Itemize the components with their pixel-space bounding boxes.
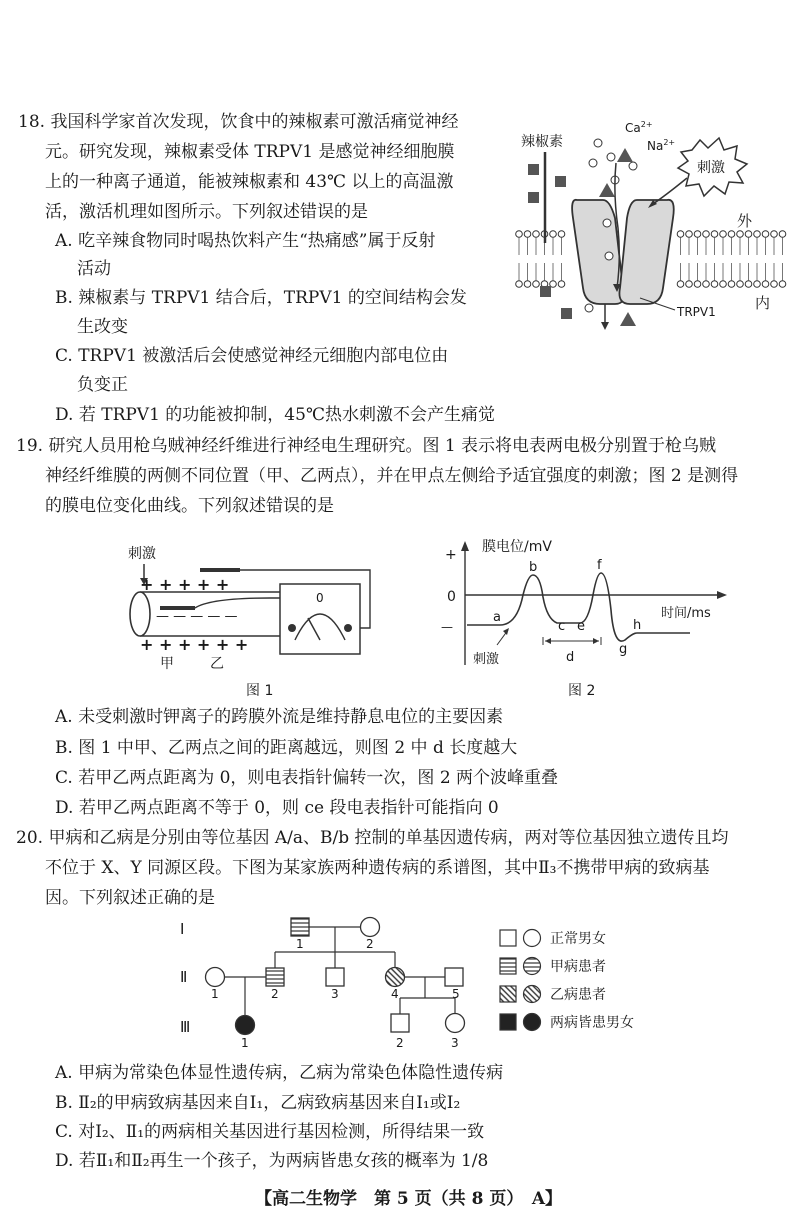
q18-option-b: B. 辣椒素与 TRPV1 结合后，TRPV1 的空间结构会发: [55, 288, 467, 308]
pedigree-chart: [170, 910, 680, 1050]
q20-line-1: 20. 甲病和乙病是分别由等位基因 A/a、B/b 控制的单基因遗传病，两对等位基因独立遗传且均: [16, 828, 729, 848]
q19-line-3: 的膜电位变化曲线。下列叙述错误的是: [45, 496, 334, 516]
x-axis-label: 时间/ms: [661, 606, 711, 621]
phospholipid-head: [711, 281, 718, 288]
phospholipid-head: [533, 281, 540, 288]
legend-disease-a-label: 甲病患者: [550, 959, 606, 975]
III-2-male-normal: [391, 1014, 409, 1032]
II-1-female-normal: [206, 968, 225, 987]
phospholipid-head: [779, 231, 786, 238]
II-3-male-normal: [326, 968, 344, 986]
phospholipid-head: [516, 281, 523, 288]
phospholipid-head: [550, 231, 557, 238]
legend-both-label: 两病皆患男女: [550, 1015, 634, 1031]
point-a: a: [493, 610, 501, 625]
legend-normal-male: [500, 930, 516, 946]
II-5-number: 5: [452, 987, 460, 1001]
point-b: b: [529, 560, 538, 575]
figure-2: [425, 535, 755, 700]
label-jia: 甲: [160, 656, 174, 672]
q18-option-c: C. TRPV1 被激活后会使感觉神经元细胞内部电位由: [55, 346, 449, 366]
phospholipid-head: [728, 231, 735, 238]
phospholipid-head: [737, 281, 744, 288]
legend-both-female: [524, 1014, 541, 1031]
arrowhead: [593, 638, 599, 644]
stimulus-label: 刺激: [697, 160, 725, 176]
outside-label: 外: [737, 212, 753, 230]
I-2-number: 2: [366, 937, 374, 951]
fig2-stimulus-label: 刺激: [473, 652, 500, 667]
q18-option-c-cont: 负变正: [77, 375, 128, 395]
phospholipid-head: [711, 231, 718, 238]
phospholipid-head: [771, 231, 778, 238]
phospholipid-head: [533, 231, 540, 238]
fig1-plus-top: + + + + +: [140, 575, 230, 594]
phospholipid-head: [677, 281, 684, 288]
q19-option-a: A. 未受刺激时钾离子的跨膜外流是维持静息电位的主要因素: [55, 707, 504, 727]
d-label: d: [566, 650, 575, 665]
ca-ion: [607, 153, 615, 161]
page-footer: 【高二生物学 第 5 页（共 8 页） A】: [255, 1189, 563, 1209]
nerve-fiber-end: [130, 592, 150, 636]
phospholipid-head: [686, 231, 693, 238]
II-2-male-disease-a: [266, 968, 284, 986]
ca-ion: [603, 219, 611, 227]
legend-disease-a-male: [500, 958, 516, 974]
phospholipid-head: [754, 281, 761, 288]
q20-option-c: C. 对Ⅰ₂、Ⅱ₁的两病相关基因进行基因检测，所得结果一致: [55, 1122, 485, 1142]
arrowhead: [461, 541, 469, 551]
q18-line-4: 活，激活机理如图所示。下列叙述错误的是: [45, 202, 368, 222]
q19-line-2: 神经纤维膜的两侧不同位置（甲、乙两点），并在甲点左侧给予适宜强度的刺激；图 2 是测得: [45, 466, 739, 486]
III-1-number: 1: [241, 1036, 249, 1050]
y-axis-label: 膜电位/mV: [482, 539, 552, 555]
legend-normal-label: 正常男女: [550, 931, 606, 947]
q18-option-a-cont: 活动: [77, 259, 111, 279]
I-1-male-disease-a: [291, 918, 309, 936]
q18-option-d: D. 若 TRPV1 的功能被抑制，45℃热水刺激不会产生痛觉: [55, 405, 495, 425]
phospholipid-head: [703, 281, 710, 288]
II-4-female-disease-b: [386, 968, 405, 987]
capsaicin-label: 辣椒素: [521, 134, 563, 150]
ca-label: $Ca^{2+}$: [625, 120, 653, 135]
point-c: c: [558, 619, 566, 634]
arrowhead: [503, 628, 509, 635]
I-2-female-normal: [361, 918, 380, 937]
q18-option-b-cont: 生改变: [77, 317, 128, 337]
III-3-number: 3: [451, 1036, 459, 1050]
arrowhead: [545, 638, 551, 644]
phospholipid-head: [720, 231, 727, 238]
q20-line-2: 不位于 X、Y 同源区段。下图为某家族两种遗传病的系谱图，其中Ⅱ₃不携带甲病的致病基: [45, 858, 710, 878]
point-f: f: [597, 558, 602, 573]
II-5-male-normal: [445, 968, 463, 986]
phospholipid-head: [516, 231, 523, 238]
na-ion: [599, 183, 615, 197]
trpv1-figure: [515, 108, 790, 340]
phospholipid-head: [686, 281, 693, 288]
ca-ion: [585, 304, 593, 312]
terminal: [288, 624, 296, 632]
capsaicin-molecule: [528, 164, 539, 175]
generation-1: Ⅰ: [180, 920, 185, 938]
capsaicin-molecule: [561, 308, 572, 319]
phospholipid-head: [779, 281, 786, 288]
na-label: $Na^{2+}$: [647, 138, 676, 153]
legend-disease-a-female: [524, 958, 541, 975]
q20-line-3: 因。下列叙述正确的是: [45, 888, 215, 908]
capsaicin-molecule: [540, 286, 551, 297]
phospholipid-head: [762, 231, 769, 238]
legend-normal-female: [524, 930, 541, 947]
phospholipid-head: [728, 281, 735, 288]
phospholipid-head: [703, 231, 710, 238]
phospholipid-head: [745, 281, 752, 288]
terminal: [344, 624, 352, 632]
phospholipid-head: [720, 281, 727, 288]
phospholipid-head: [771, 281, 778, 288]
generation-3: Ⅲ: [180, 1018, 191, 1036]
galvanometer-zero: 0: [316, 591, 324, 605]
phospholipid-head: [558, 281, 565, 288]
capsaicin-molecule: [555, 176, 566, 187]
point-g: g: [619, 642, 628, 657]
figure-1: [120, 540, 385, 700]
q19-option-d: D. 若甲乙两点距离不等于 0，则 ce 段电表指针可能指向 0: [55, 798, 499, 818]
q18-option-a: A. 吃辛辣食物同时喝热饮料产生“热痛感”属于反射: [55, 231, 436, 251]
phospholipid-head: [754, 231, 761, 238]
y-plus: +: [445, 547, 457, 563]
q20-option-d: D. 若Ⅱ₁和Ⅱ₂再生一个孩子，为两病皆患女孩的概率为 1/8: [55, 1151, 489, 1171]
II-3-number: 3: [331, 987, 339, 1001]
phospholipid-head: [524, 231, 531, 238]
ca-ion: [629, 162, 637, 170]
arrowhead: [717, 591, 727, 599]
generation-2: Ⅱ: [180, 968, 188, 986]
II-1-number: 1: [211, 987, 219, 1001]
legend-disease-b-label: 乙病患者: [550, 987, 606, 1003]
trpv1-channel-right: [619, 200, 673, 304]
q19-line-1: 19. 研究人员用枪乌贼神经纤维进行神经电生理研究。图 1 表示将电表两电极分别置于枪乌贼: [16, 436, 717, 456]
phospholipid-head: [677, 231, 684, 238]
ca-ion: [589, 159, 597, 167]
phospholipid-head: [745, 231, 752, 238]
point-h: h: [633, 618, 642, 633]
phospholipid-head: [762, 281, 769, 288]
fig1-caption: 图 1: [246, 683, 274, 699]
legend-disease-b-male: [500, 986, 516, 1002]
capsaicin-molecule: [528, 192, 539, 203]
II-4-number: 4: [391, 987, 399, 1001]
y-minus: —: [441, 620, 453, 634]
III-1-female-both: [236, 1016, 255, 1035]
fig2-caption: 图 2: [568, 683, 596, 699]
q18-line-3: 上的一种离子通道，能被辣椒素和 43℃ 以上的高温激: [45, 172, 454, 192]
phospholipid-head: [694, 281, 701, 288]
III-2-number: 2: [396, 1036, 404, 1050]
q19-option-b: B. 图 1 中甲、乙两点之间的距离越远，则图 2 中 d 长度越大: [55, 738, 518, 758]
fig1-minus: — — — — —: [156, 609, 238, 624]
phospholipid-head: [694, 231, 701, 238]
q20-option-a: A. 甲病为常染色体显性遗传病，乙病为常染色体隐性遗传病: [55, 1063, 504, 1083]
arrowhead: [601, 322, 609, 330]
ca-ion: [605, 252, 613, 260]
trpv1-label: TRPV1: [677, 305, 716, 319]
inside-label: 内: [755, 294, 771, 312]
q19-option-c: C. 若甲乙两点距离为 0，则电表指针偏转一次，图 2 两个波峰重叠: [55, 768, 559, 788]
q20-option-b: B. Ⅱ₂的甲病致病基因来自Ⅰ₁，乙病致病基因来自Ⅰ₁或Ⅰ₂: [55, 1093, 461, 1113]
fig1-stimulus-label: 刺激: [128, 546, 156, 562]
phospholipid-head: [524, 281, 531, 288]
legend-both-male: [500, 1014, 516, 1030]
label-yi: 乙: [210, 656, 224, 672]
legend-disease-b-female: [524, 986, 541, 1003]
phospholipid-head: [558, 231, 565, 238]
point-e: e: [577, 619, 585, 634]
phospholipid-head: [737, 231, 744, 238]
q18-line-1: 18. 我国科学家首次发现，饮食中的辣椒素可激活痛觉神经: [18, 112, 459, 132]
ca-ion: [594, 139, 602, 147]
na-ion: [617, 148, 633, 162]
II-2-number: 2: [271, 987, 279, 1001]
fig1-plus-bottom: + + + + + +: [140, 635, 249, 654]
III-3-female-normal: [446, 1014, 465, 1033]
na-ion: [620, 312, 636, 326]
q18-line-2: 元。研究发现，辣椒素受体 TRPV1 是感觉神经细胞膜: [45, 142, 455, 162]
y-zero: 0: [447, 589, 456, 605]
I-1-number: 1: [296, 937, 304, 951]
